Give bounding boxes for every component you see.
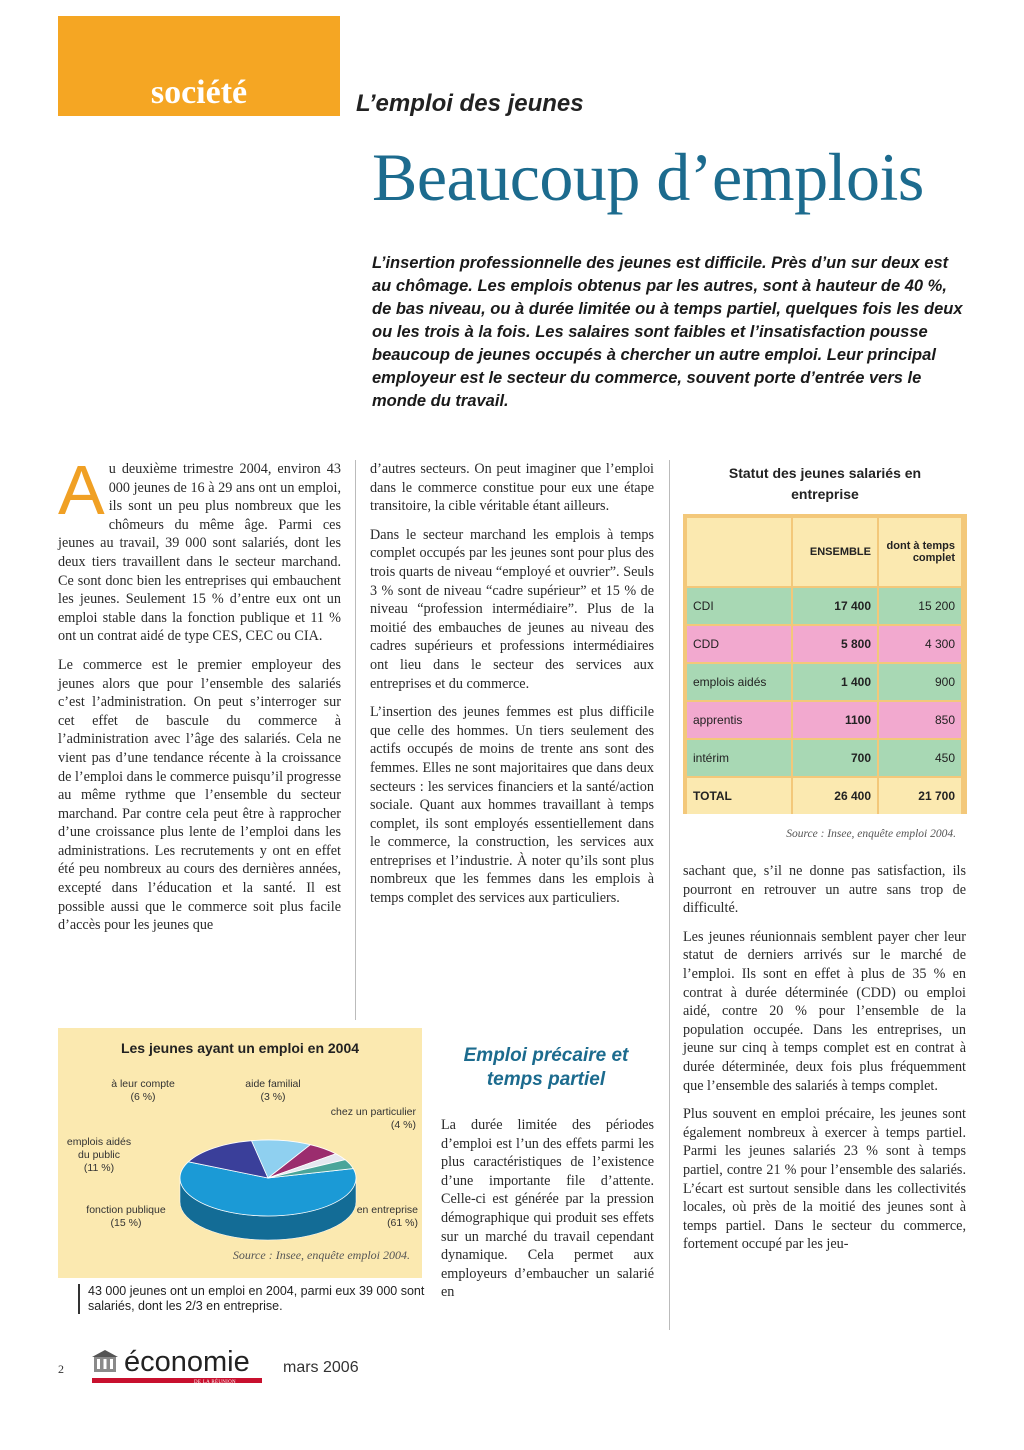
row-label: apprentis [687,700,793,738]
row-ensemble: 5 800 [793,624,879,662]
page-number: 2 [58,1362,64,1376]
table-row [687,624,963,662]
stat-table [687,518,963,814]
stat-table-box [683,514,967,814]
table-source: Source : Insee, enquête emploi 2004. [786,828,956,840]
paragraph: Les jeunes réunionnais semblent payer cher leur statut de derniers arrivés sur le marché de l’emploi. Ils sont en effet à plus de 35 % en contrat à durée déterminée (CDD) ou emploi aidé, contre 20 % pour l’ensemble de la population occupée. Dans les entreprises, un jeune sur cinq à temps complet est en contrat à durée déterminée, deux fois plus fréquemment que l’ensemble des salariés à temps complet. [683,928,966,1094]
column-divider [669,460,670,1330]
row-temps: 21 700 [879,776,963,814]
issue-date: mars 2006 [283,1359,359,1376]
column-3 [683,862,966,1264]
column-1 [58,451,341,945]
magazine-logo [92,1346,250,1385]
pie-label-line: (4 %) [390,1119,416,1131]
row-label: intérim [687,738,793,776]
paragraph: sachant que, s’il ne donne pas satisfaction, ils pourront en retrouver un autre sans trop de difficulté. [683,863,966,917]
table-header-ensemble: ENSEMBLE [793,518,879,586]
pie-label-line: du public [77,1149,121,1161]
paragraph: Dans le secteur marchand les emplois à temps complet occupés par les jeunes sont pour plus des trois quarts de niveau “employé et ouvrier”. Seuls 3 % sont de niveau “cadre supérieur” et 15 % de niveau “profession intermédiaire”. Plus de la moitié des embauches de jeunes au niveau des cadres supérieurs et professions intermédiaires ont lieu dans le secteur des services aux entreprises et du commerce. [370,526,654,692]
headline: Beaucoup d’emplois [372,139,924,215]
table-header-empty [687,518,793,586]
row-temps: 15 200 [879,586,963,624]
row-ensemble: 1 400 [793,662,879,700]
paragraph [58,451,341,646]
pie-label-line: (6 %) [130,1091,156,1103]
rubric-banner [58,16,340,116]
table-title: Statut des jeunes salariés en entreprise [728,465,922,502]
logo-bar [92,1378,262,1383]
table-row [687,700,963,738]
chart-source: Source : Insee, enquête emploi 2004. [232,1248,410,1262]
pie-chart-box [58,1028,422,1278]
table-row-total [687,776,963,814]
dropcap: A [58,451,105,529]
paragraph-text: u deuxième trimestre 2004, environ 43 000 jeunes de 16 à 29 ans ont un emploi, ils sont un peu plus nombreux que les chômeurs du même âge. Parmi ces jeunes au travail, 39 000 sont salariés, dont les deux tiers travaillent dans le secteur marchand. Ce sont donc bien les entreprises qui embauchent les jeunes. Seulement 15 % d’entre eux ont un emploi stable dans la fonction publique et 11 % ont un contrat aidé de type CES, CEC ou CIA. [58,461,341,645]
row-ensemble: 1100 [793,700,879,738]
pie-label-en-entreprise [334,1204,418,1230]
pie-label-line: fonction publique [86,1204,166,1216]
column-2 [370,460,654,918]
pie-label-line: (11 %) [83,1162,115,1174]
pie-label-fonction-publique [74,1204,178,1230]
table-header-temps-complet: dont à temps complet [879,518,963,586]
paragraph: L’insertion des jeunes femmes est plus difficile que celle des hommes. Un tiers seulement des actifs occupés de moins de trente ans sont des femmes. Elles ne sont majoritaires que dans deux secteurs : les services financiers et la santé/action sociale. Quant aux hommes travaillant à temps complet, ils sont employés essentiellement dans le commerce, la construction, les services aux entreprises et l’industrie. À noter qu’ils sont plus nombreux que les femmes dans les emplois à temps complet des services aux particuliers. [370,704,654,907]
pie-label-line: chez un particulier [330,1106,416,1118]
table-row [687,662,963,700]
logo-subtitle: DE LA RÉUNION [194,1380,236,1385]
row-ensemble: 700 [793,738,879,776]
row-temps: 450 [879,738,963,776]
pie-label-line: (15 %) [110,1217,142,1229]
logo-building-icon [92,1350,118,1374]
pie-label-line: (61 %) [387,1217,418,1229]
pie-label-emplois-aides [60,1136,138,1175]
paragraph: Le commerce est le premier employeur des jeunes alors que pour l’ensemble des salariés c’est l’administration. On peut s’interroger sur cet effet de bascule du commerce à l’administration avec l’âge des salariés. Cela ne vient pas d’une tendance récente à la croissance de l’emploi dans le commerce puisqu’il progresse au même rythme que l’ensemble du secteur marchand. Par contre cela peut être à rapprocher d’une croissance plus lente de l’emploi dans les administrations. Les recrutements y ont en effet été peu nombreux au cours des dernières années, excepté dans l’éducation et la santé. Il est possible aussi que le commerce soit plus facile d’accès pour les jeunes que [58,656,341,934]
row-temps: 4 300 [879,624,963,662]
pie-label-a-leur-compte [98,1078,188,1104]
chart-caption: 43 000 jeunes ont un emploi en 2004, parmi eux 39 000 sont salariés, dont les 2/3 en entreprise. [78,1284,428,1314]
pie-label-line: aide familial [245,1078,301,1090]
pie-label-line: (3 %) [260,1091,286,1103]
chart-title: Les jeunes ayant un emploi en 2004 [120,1040,360,1056]
pie-label-aide-familial [228,1078,318,1104]
pie-label-line: emplois aidés [66,1136,132,1148]
row-temps: 900 [879,662,963,700]
lead-paragraph: L’insertion professionnelle des jeunes est difficile. Près d’un sur deux est au chômage. Les emplois obtenus par les autres, sont à hauteur de 40 %, de bas niveau, ou à durée limitée ou à temps partiel, quelques fois les deux ou les trois à la fois. Les salaires sont faibles et l’insatisfaction pousse beaucoup de jeunes occupés à chercher un autre emploi. Leur principal employeur est le secteur du commerce, souvent porte d’entrée vers le monde du travail. [372,254,963,410]
row-label: CDD [687,624,793,662]
row-label: CDI [687,586,793,624]
row-ensemble: 26 400 [793,776,879,814]
paragraph: La durée limitée des périodes d’emploi est l’un des effets parmi les plus caractéristiques de l’existence d’une importante file d’attente. Celle-ci est générée par la pression démographique qui produit ses effets sur un marché du travail cependant dynamique. Cela permet aux employeurs d’embaucher un salarié en [441,1117,654,1301]
row-ensemble: 17 400 [793,586,879,624]
column-2-lower [441,1116,654,1312]
column-divider [355,460,356,1020]
row-label: emplois aidés [687,662,793,700]
table-row [687,586,963,624]
kicker: L’emploi des jeunes [356,90,584,117]
row-temps: 850 [879,700,963,738]
rubric-label: société [150,74,248,111]
logo-text: économie [124,1346,250,1378]
pie-label-line: en entreprise [356,1204,418,1216]
paragraph: d’autres secteurs. On peut imaginer que l’emploi dans le commerce constitue pour eux une étape transitoire, la cible véritable étant ailleurs. [370,461,654,515]
table-row [687,738,963,776]
pie-label-line: à leur compte [111,1078,175,1090]
paragraph: Plus souvent en emploi précaire, les jeunes sont également nombreux à exercer à temps partiel. Parmi les jeunes salariés 23 % sont à temps partiel, contre 21 % pour l’ensemble des salariés. L’écart est surtout sensible dans les collectivités locales, où près de la moitié des jeunes sont à temps partiel. Dans le secteur du commerce, fortement occupé par les jeu- [683,1106,966,1253]
section-subhead: Emploi précaire et temps partiel [463,1045,629,1090]
pie-label-chez-un-particulier [306,1106,416,1132]
row-label: TOTAL [687,776,793,814]
